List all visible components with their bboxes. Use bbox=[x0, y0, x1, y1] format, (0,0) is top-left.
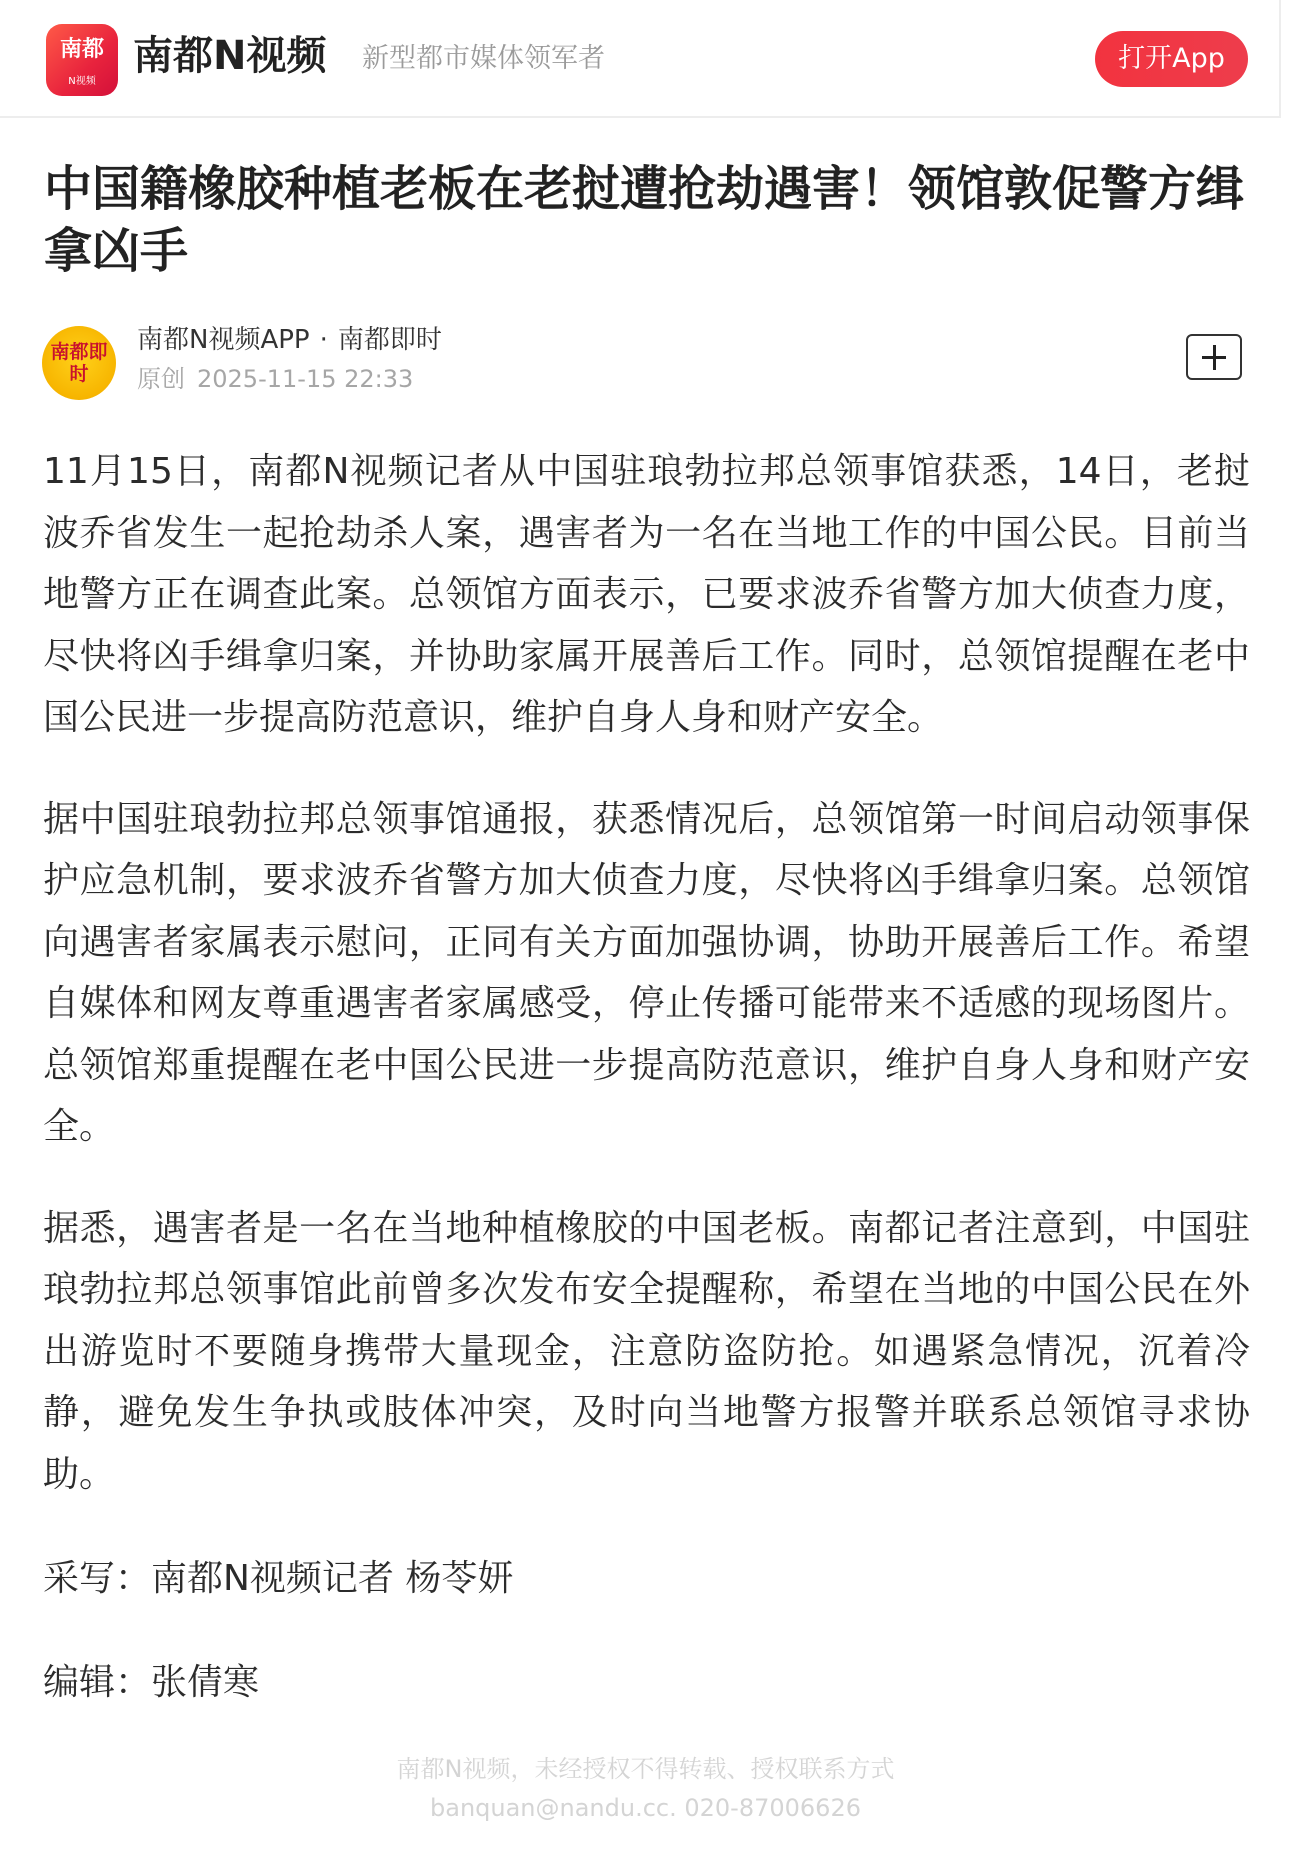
article-paragraph-2: 据中国驻琅勃拉邦总领事馆通报，获悉情况后，总领馆第一时间启动领事保护应急机制，要求波乔省警方加大侦查力度，尽快将凶手缉拿归案。总领馆向遇害者家属表示慰问，正同有关方面加强协调，协助开展善后工作。希望自媒体和网友尊重遇害者家属感受，停止传播可能带来不适感的现场图片。总领馆郑重提醒在老中国公民进一步提高防范意识，维护自身人身和财产安全。 bbox=[43, 798, 1250, 1147]
article-paragraph-1: 11月15日，南都N视频记者从中国驻琅勃拉邦总领事馆获悉，14日，老挝波乔省发生一起抢劫杀人案，遇害者为一名在当地工作的中国公民。目前当地警方正在调查此案。总领馆方面表示，已要求波乔省警方加大侦查力度，尽快将凶手缉拿归案，并协助家属开展善后工作。同时，总领馆提醒在老中国公民进一步提高防范意识，维护自身人身和财产安全。 bbox=[43, 451, 1250, 738]
author-source[interactable]: 南都N视频APP bbox=[137, 325, 310, 355]
app-logo[interactable] bbox=[46, 24, 118, 96]
copyright-notice: 南都N视频，未经授权不得转载、授权联系方式 bbox=[396, 1755, 895, 1783]
article-paragraph-3: 据悉，遇害者是一名在当地种植橡胶的中国老板。南都记者注意到，中国驻琅勃拉邦总领事馆此前曾多次发布安全提醒称，希望在当地的中国公民在外出游览时不要随身携带大量现金，注意防盗防抢。如遇紧急情况，沉着冷静，避免发生争执或肢体冲突，及时向当地警方报警并联系总领馆寻求协助。 bbox=[43, 1207, 1250, 1495]
plus-icon-vertical bbox=[1213, 345, 1216, 370]
author-separator: · bbox=[319, 325, 328, 355]
publish-datetime: 2025-11-15 22:33 bbox=[197, 365, 414, 393]
article-body bbox=[43, 441, 1250, 1545]
app-slogan: 新型都市媒体领军者 bbox=[362, 43, 605, 74]
app-logo-text: 南都 bbox=[59, 36, 104, 62]
app-logo-subtext: N视频 bbox=[68, 76, 96, 87]
author-line bbox=[137, 322, 442, 358]
author-avatar[interactable] bbox=[42, 326, 116, 400]
writer-byline: 采写：南都N视频记者 杨苓妍 bbox=[43, 1558, 514, 1599]
open-app-button[interactable]: 打开App bbox=[1095, 31, 1248, 87]
copyright-contact: banquan@nandu.cc. 020-87006626 bbox=[430, 1794, 861, 1822]
original-tag: 原创 bbox=[137, 365, 185, 393]
app-name: 南都N视频 bbox=[133, 33, 327, 79]
author-avatar-text: 南都即时 bbox=[50, 341, 108, 385]
article-title: 中国籍橡胶种植老板在老挝遭抢劫遇害！领馆敦促警方缉拿凶手 bbox=[44, 161, 1245, 279]
article-meta bbox=[137, 362, 413, 396]
follow-button[interactable] bbox=[1186, 334, 1242, 380]
app-header bbox=[0, 0, 1281, 118]
author-column[interactable]: 南都即时 bbox=[337, 325, 442, 355]
editor-byline: 编辑：张倩寒 bbox=[43, 1662, 260, 1703]
